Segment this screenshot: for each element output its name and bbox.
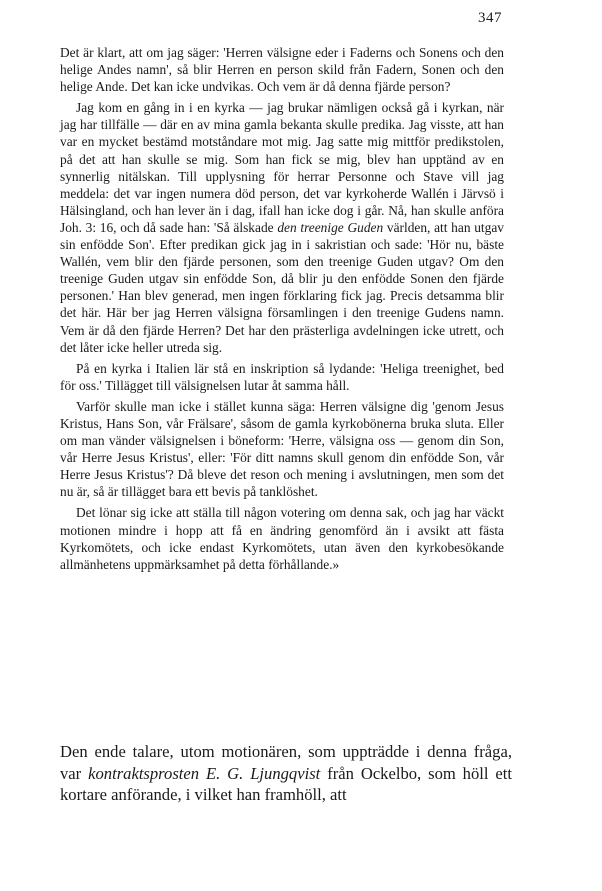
paragraph-2-start: Jag kom en gång in i en kyrka — jag brukar nämligen också gå i kyrkan, när jag har tillfälle — där en av mina gamla bekanta skulle predika. Jag visste, att han var en mycket bestämd motståndare mot mig. Jag satte mig mittför predikstolen, på det att han skulle se mig. Som han fick se mig, blev han upptänd av en synnerlig nitälskan. Till upplysning för herrar Personne och Stave vill jag meddela: det var ingen numera död person, det var kyrkoherde Wallén i Järvsö i Hälsingland, och han lever än i dag, ifall han icke dog i går. Nå, han skulle anföra Joh. 3: 16, och då sade han: 'Så älskade (60, 100, 504, 235)
paragraph-1: Det är klart, att om jag säger: 'Herren välsigne eder i Faderns och Sonens och den helige Andes namn', så blir Herren en person skild från Fadern, Sonen och den helige Ande. Det kan icke undvikas. Och vem är då denna fjärde person? (60, 45, 504, 95)
page-number: 347 (478, 10, 502, 26)
paragraph-4: Varför skulle man icke i stället kunna säga: Herren välsigne dig 'genom Jesus Kristus, Hans Son, vår Frälsare', såsom de gamla kyrkobönerna bruka sluta. Eller om man vänder välsignelsen i böneform: 'Herre, välsigna oss — genom din Son, vår Herre Jesus Kristus', eller: 'För ditt namns skull genom din enfödde Son, vår Herre Jesus Kristus'? Då bleve det reson och mening i avslutningen, men som det nu är, så är tillägget bara ett bevis på tanklöshet. (60, 398, 504, 500)
paragraph-2-rest: världen, att han utgav sin enfödde Son'. Efter predikan gick jag in i sakristian och sade: 'Hör nu, bäste Wallén, vem blir den fjärde personen, som den treenige Guden utgav? Om den treenige Guden utgav sin enfödde Son, då blir ju den enfödde Sonen den fjärde personen.' Han blev generad, men ingen förklaring fick jag. Precis detsamma blir det här. Här ber jag Herren välsigna församlingen i den treenige Gudens namn. Vem är då den fjärde Herren? Det har den prästerliga avdelningen icke utrett, och det låter icke heller utreda sig. (60, 219, 504, 355)
speaker-name: kontraktsprosten E. G. Ljungqvist (88, 763, 321, 783)
paragraph-3: På en kyrka i Italien lär stå en inskription så lydande: 'Heliga treenighet, bed för oss.' Tillägget till välsignelsen lutar åt samma håll. (60, 360, 504, 393)
paragraph-5: Det lönar sig icke att ställa till någon votering om denna sak, och jag har väckt motionen mindre i hopp att få en ändring genomförd än i avsikt att fästa Kyrkomötets, och icke endast Kyrkomötets, utan även den kyrkobesökande allmänhetens uppmärksamhet på detta förhållande.» (60, 505, 504, 572)
closing-text-end: från Ockelbo, som höll ett kortare anförande, i vilket han framhöll, att (60, 763, 512, 805)
closing-text-start: Den ende talare, utom motionären, som uppträdde i denna fråga, var (60, 742, 512, 783)
closing-paragraph (60, 741, 512, 806)
paragraph-2 (60, 99, 504, 355)
quoted-speech (60, 44, 504, 577)
closing-text (60, 741, 512, 806)
paragraph-2-italic: den treenige Guden (277, 219, 384, 235)
